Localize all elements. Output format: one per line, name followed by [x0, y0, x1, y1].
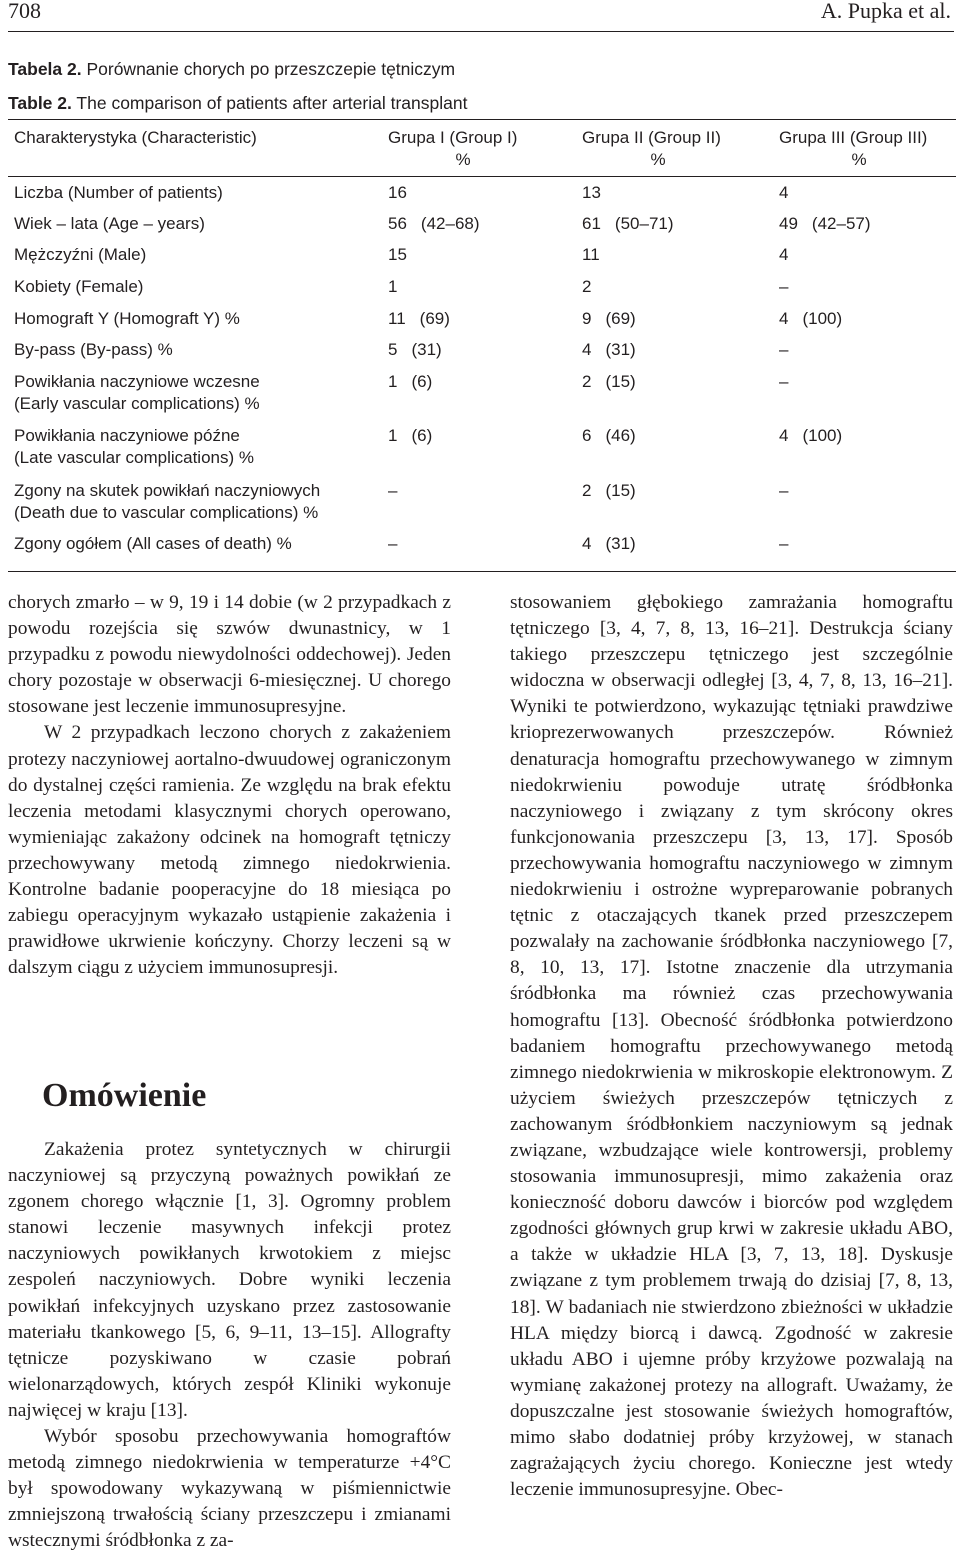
paragraph: chorych zmarło – w 9, 19 i 14 dobie (w 2 przypadkach z powodu rozejścia się szwów dwunastnicy, w 1 przypadku z powodu niewydolności oddechowej). Jeden chory pozostaje w obserwacji 6-miesięcznej. U chorego stosowane jest leczenie immunosupresyjne. — [8, 592, 451, 718]
row-label: Powikłania naczyniowe wczesne (Early vascular complications) % — [14, 372, 260, 413]
paragraph: stosowaniem głębokiego zamrażania homograftu tętniczego [3, 4, 7, 8, 13, 16–21]. Destrukcja ściany takiego przeszczepu tętniczego jest szczególnie widoczna w obserwacji odległej [3, 4, 7, 8, 13, 16–21]. Wyniki te potwierdzono, wykazując tętniaki prawdziwe krioprezerwowanych przeszczepów. Również denaturacja homograftu przechowywanego w zimnym niedokrwieniu powoduje utratę śródbłonka naczyniowego i związany z tym skrócony okres funkcjonowania przeszczepu [3, 13, 17]. Sposób przechowywania homograftu naczyniowego w zimnym niedokrwieniu i ostrożne wypreparowanie pobranych tętnic z otaczających tkanek przed przeszczepem pozwalały na zachowanie śródbłonka naczyniowego [7, 8, 10, 13, 17]. Istotne znaczenie dla utrzymania śródbłonka ma również czas przechowywania homograftu [13]. Obecność śródbłonka potwierdzono badaniem homograftu przechowywanego metodą zimnego niedokrwienia w mikroskopie elektronowym. Z użyciem świeżych przeszczepów tętniczych z zachowanym śródbłonkiem naczyniowym są jednak związane, wzbudzające wiele kontrowersji, problemy stosowania immunosupresji, mimo zakażenia oraz konieczność doboru dawców i biorców pod względem zgodności głównych grup krwi w zakresie układu ABO, a także w układzie HLA [3, 7, 13, 18]. Dyskusje związane z tym problemem trwają do dzisiaj [7, 8, 13, 18]. W badaniach nie stwierdzono zbieżności w układzie HLA między biorcą i dawcą. Zgodność w zakresie układu ABO i ujemne próby krzyżowe pozwalają na wymianę zakażonej protezy na allograft. Uważamy, że dopuszczalne jest stosowanie świeżych homograftów, mimo słabo dodatniej próby krzyżowej, w stanach zagrażających życiu chorego. Konieczne jest wtedy leczenie immunosupresyjne. Obec- — [510, 592, 953, 1501]
row-value-group-2: 4 (31) — [582, 534, 636, 553]
row-value-group-2: 9 (69) — [582, 309, 636, 328]
row-value-group-1: 1 (6) — [388, 426, 433, 445]
row-value-group-3: 4 (100) — [779, 426, 843, 445]
row-value-group-1: – — [388, 534, 398, 553]
row-value-group-3: 4 — [779, 183, 789, 202]
row-label: Liczba (Number of patients) — [14, 183, 223, 202]
caption-text-pl: Porównanie chorych po przeszczepie tętniczym — [81, 59, 456, 79]
row-value-group-1: 1 (6) — [388, 372, 433, 391]
row-label: Zgony na skutek powikłań naczyniowych (Death due to vascular complications) % — [14, 481, 321, 522]
table-row — [8, 274, 956, 306]
left-column — [8, 590, 451, 981]
table-caption-pl — [8, 59, 455, 80]
caption-label-pl: Tabela 2. — [8, 59, 82, 79]
row-value-group-3: 4 — [779, 245, 789, 264]
header-group-2: Grupa II (Group II) % — [582, 128, 721, 169]
caption-text-en: The comparison of patients after arterial transplant — [71, 93, 468, 113]
row-value-group-1: 56 (42–68) — [388, 214, 480, 233]
table-row — [8, 242, 956, 274]
row-label: Homograft Y (Homograft Y) % — [14, 309, 240, 328]
left-column-discussion — [8, 1137, 451, 1555]
row-value-group-2: 11 — [582, 245, 600, 264]
row-value-group-1: 1 — [388, 277, 398, 296]
row-label: Wiek – lata (Age – years) — [14, 214, 205, 233]
row-value-group-2: 13 — [582, 183, 601, 202]
caption-label-en: Table 2. — [8, 93, 72, 113]
table-caption-en — [8, 93, 467, 114]
row-value-group-2: 2 — [582, 277, 592, 296]
row-value-group-2: 4 (31) — [582, 340, 636, 359]
row-value-group-2: 61 (50–71) — [582, 214, 674, 233]
table-row — [8, 531, 956, 571]
row-value-group-3: 49 (42–57) — [779, 214, 871, 233]
table-row — [8, 369, 956, 423]
row-value-group-2: 2 (15) — [582, 481, 636, 500]
paragraph: Wybór sposobu przechowywania homograftów metodą zimnego niedokrwienia w temperaturze +4°C był spowodowany wykazywaną w piśmiennictwie zmniejszoną trwałością ściany przeszczepu i zmianami wstecznymi śródbłonka z za- — [8, 1426, 451, 1552]
header-rule — [8, 31, 954, 32]
row-label: Zgony ogółem (All cases of death) % — [14, 534, 292, 553]
page-number: 708 — [8, 0, 41, 23]
running-header — [0, 0, 960, 30]
table-row — [8, 179, 956, 211]
header-characteristic: Charakterystyka (Characteristic) — [14, 128, 257, 147]
table-row — [8, 478, 956, 531]
row-value-group-1: – — [388, 481, 398, 500]
row-value-group-1: 16 — [388, 183, 407, 202]
running-author: A. Pupka et al. — [820, 0, 951, 23]
row-value-group-3: – — [779, 534, 789, 553]
table-body — [8, 177, 956, 571]
right-column — [510, 590, 953, 1503]
table-row — [8, 211, 956, 242]
table-header-row — [8, 120, 956, 176]
row-value-group-3: 4 (100) — [779, 309, 843, 328]
header-group-1: Grupa I (Group I) % — [388, 128, 518, 169]
row-value-group-1: 11 (69) — [388, 309, 450, 328]
table-row — [8, 306, 956, 337]
header-group-3: Grupa III (Group III) % — [779, 128, 928, 169]
row-label: Kobiety (Female) — [14, 277, 144, 296]
row-value-group-3: – — [779, 277, 789, 296]
table-row — [8, 423, 956, 478]
row-label: Powikłania naczyniowe późne (Late vascular complications) % — [14, 426, 254, 467]
row-value-group-3: – — [779, 340, 789, 359]
row-value-group-1: 5 (31) — [388, 340, 442, 359]
row-value-group-2: 6 (46) — [582, 426, 636, 445]
row-label: Mężczyźni (Male) — [14, 245, 147, 264]
row-value-group-3: – — [779, 481, 789, 500]
comparison-table — [8, 119, 956, 572]
table-row — [8, 337, 956, 369]
paragraph: Zakażenia protez syntetycznych w chirurgii naczyniowej są przyczyną poważnych powikłań ze zgonem chorego włącznie [1, 3]. Ogromny problem stanowi leczenie masywnych infekcji protez naczyniowych powikłanych krwotokiem z miejsc zespoleń naczyniowych. Dobre wyniki leczenia powikłań infekcyjnych uzyskano przez zastosowanie materiału tkankowego [5, 6, 9–11, 13–15]. Allografty tętnicze pozyskiwano w czasie pobrań wielonarządowych, których zespół Kliniki wykonuje najwięcej w kraju [13]. — [8, 1139, 451, 1421]
row-value-group-3: – — [779, 372, 789, 391]
section-title: Omówienie — [42, 1077, 207, 1114]
row-value-group-2: 2 (15) — [582, 372, 636, 391]
row-label: By-pass (By-pass) % — [14, 340, 173, 359]
row-value-group-1: 15 — [388, 245, 407, 264]
paragraph: W 2 przypadkach leczono chorych z zakażeniem protezy naczyniowej aortalno-dwuudowej ograniczonym do dystalnej części ramienia. Ze względu na brak efektu leczenia metodami klasycznymi chorych operowano, wymieniając zakażony odcinek na homograft tętniczy przechowywany metodą zimnego niedokrwienia. Kontrolne badanie pooperacyjne do 18 miesiąca po zabiegu operacyjnym wykazało ustąpienie zakażenia i prawidłowe ukrwienie kończyny. Chorzy leczeni są w dalszym ciągu z użyciem immunosupresji. — [8, 722, 451, 979]
